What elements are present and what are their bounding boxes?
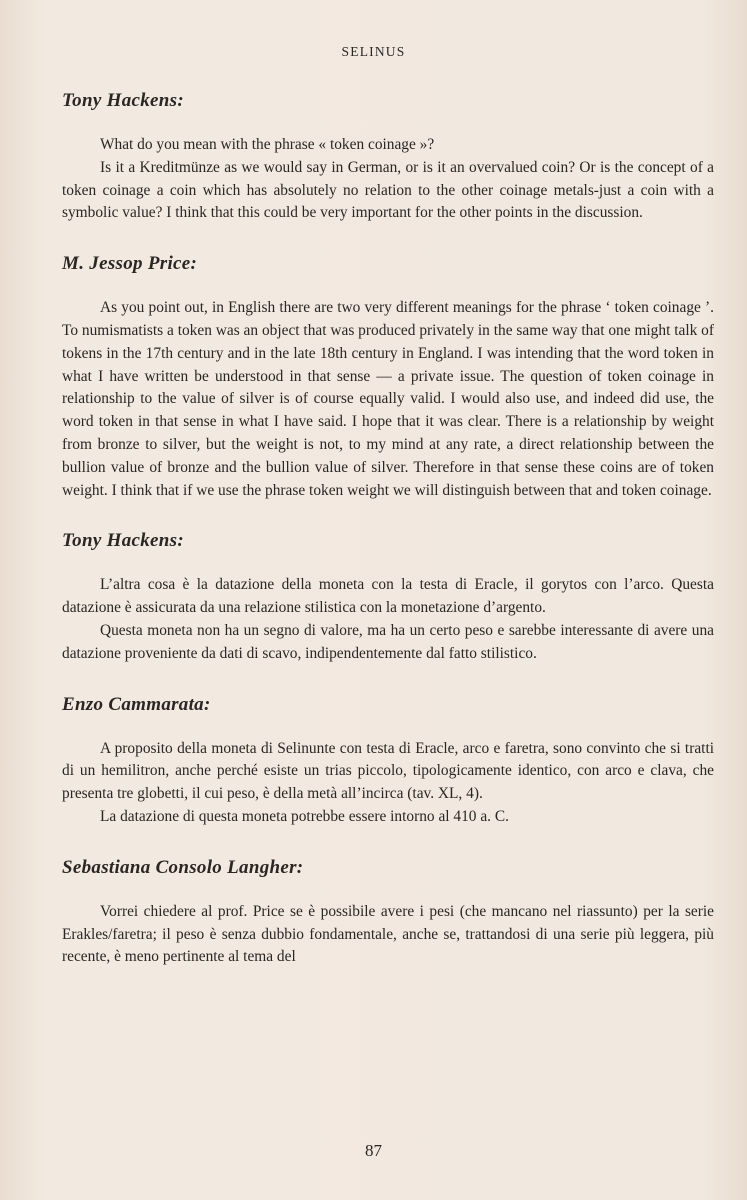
paragraph: As you point out, in English there are two very different meanings for the phrase ‘ token coinage ’. To numismatists a token was an object that was produced privately in the same way that one might talk of tokens in the 17th century and in the late 18th century in England. I was intending that the word token in what I have written be understood in that sense — a private issue. The question of token coinage in relationship to the value of silver is of course equally valid. I would also use, and indeed did use, the word token in that sense in what I have said. I hope that it was clear. There is a relationship by weight from bronze to silver, but the weight is not, to my mind at any rate, a direct relationship between the bullion value of bronze and the bullion value of silver. Therefore in that sense these coins are of token weight. I think that if we use the phrase token weight we will distinguish between that and token coinage.	[62, 299, 714, 499]
speech-block-hackens-1	[62, 88, 714, 225]
speech	[62, 134, 714, 225]
discussion-text	[62, 88, 714, 995]
speaker-name: Tony Hackens:	[62, 90, 184, 111]
speech-block-hackens-2	[62, 528, 714, 665]
paragraph: Questa moneta non ha un segno di valore, ma ha un certo peso e sarebbe interessante di avere una datazione proveniente da dati di scavo, indipendentemente dal fatto stilistico.	[62, 621, 714, 662]
paragraph: A proposito della moneta di Selinunte con testa di Eracle, arco e faretra, sono convinto che si tratti di un hemilitron, anche perché esiste un trias piccolo, tipologicamente identico, con arco e clava, che presenta tre globetti, il cui peso, è della metà all’incirca (tav. XL, 4).	[62, 739, 714, 803]
paragraph: Vorrei chiedere al prof. Price se è possibile avere i pesi (che mancano nel riassunto) per la serie Erakles/faretra; il peso è senza dubbio fondamentale, anche se, trattandosi di una serie più leggera, più recente, è meno pertinente al tema del	[62, 902, 714, 966]
paragraph: Is it a Kreditmünze as we would say in German, or is it an overvalued coin? Or is the concept of a token coinage a coin which has absolutely no relation to the other coinage metals-just a coin with a symbolic value? I think that this could be very important for the other points in the discussion.	[62, 158, 714, 222]
speech	[62, 297, 714, 502]
speech	[62, 901, 714, 969]
speaker-name: M. Jessop Price:	[62, 253, 198, 275]
speech-block-cammarata	[62, 692, 714, 829]
paragraph: L’altra cosa è la datazione della moneta con la testa di Eracle, il gorytos con l’arco. Questa datazione è assicurata da una relazione stilistica con la monetazione d’argento.	[62, 576, 714, 617]
speech	[62, 574, 714, 665]
speech	[62, 738, 714, 829]
paragraph: La datazione di questa moneta potrebbe essere intorno al 410 a. C.	[100, 807, 509, 825]
page-number: 87	[365, 1141, 382, 1160]
paragraph: What do you mean with the phrase « token coinage »?	[100, 136, 435, 153]
speaker-name: Sebastiana Consolo Langher:	[62, 856, 304, 878]
running-head: SELINUS	[341, 44, 406, 59]
speech-block-consolo-langher	[62, 855, 714, 969]
speech-block-price	[62, 251, 714, 502]
speaker-name: Tony Hackens:	[62, 530, 184, 552]
speaker-name: Enzo Cammarata:	[62, 693, 211, 715]
